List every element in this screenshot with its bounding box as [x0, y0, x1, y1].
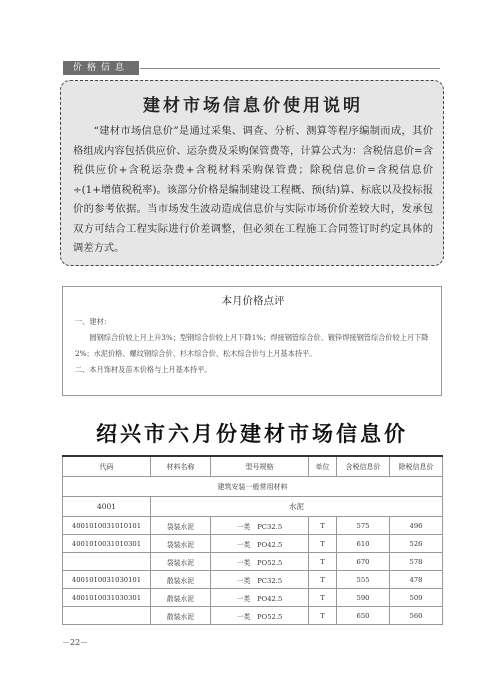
- cell-unit: T: [309, 571, 337, 589]
- category-row: [63, 477, 443, 497]
- cell-spec: 一类 PC32.5: [211, 571, 309, 589]
- cell-tax-inclusive: 590: [337, 589, 390, 607]
- cell-code: 4001010031030301: [63, 589, 151, 607]
- cell-unit: T: [309, 589, 337, 607]
- price-table: [62, 455, 443, 625]
- page-number: －22－: [62, 638, 89, 647]
- cell-code: 4001010031030101: [63, 571, 151, 589]
- table-row: [63, 589, 443, 607]
- header-spec: 型号规格: [211, 456, 309, 477]
- cell-spec: 一类 PO52.5: [211, 553, 309, 571]
- cell-code: 4001010031010301: [63, 535, 151, 553]
- cell-name: 袋装水泥: [151, 517, 211, 535]
- cell-name: 散装水泥: [151, 571, 211, 589]
- header-material-name: 材料名称: [151, 456, 211, 477]
- cell-spec: 一类 PO42.5: [211, 589, 309, 607]
- cell-tax-inclusive: 670: [337, 553, 390, 571]
- price-list-title: 绍兴市六月份建材市场信息价: [96, 422, 408, 446]
- table-row: [63, 535, 443, 553]
- usage-note-title: 建材市场信息价使用说明: [143, 96, 363, 116]
- header-rule: [140, 68, 440, 69]
- cell-tax-exclusive: 578: [390, 553, 443, 571]
- cell-code: 4001010031010101: [63, 517, 151, 535]
- cell-spec: 一类 PC32.5: [211, 517, 309, 535]
- cell-name: 袋装水泥: [151, 553, 211, 571]
- cell-tax-inclusive: 610: [337, 535, 390, 553]
- cell-spec: 一类 PO42.5: [211, 535, 309, 553]
- subcategory-code: 4001: [63, 497, 151, 517]
- cell-tax-inclusive: 555: [337, 571, 390, 589]
- header-unit: 单位: [309, 456, 337, 477]
- cell-unit: T: [309, 607, 337, 625]
- header-tax-exclusive-price: 除税信息价: [390, 456, 443, 477]
- table-row: [63, 607, 443, 625]
- cell-tax-exclusive: 496: [390, 517, 443, 535]
- cell-unit: T: [309, 553, 337, 571]
- category-label: 建筑安装一般常用材料: [63, 477, 443, 497]
- table-row: [63, 571, 443, 589]
- subcategory-row: [63, 497, 443, 517]
- monthly-review-title: 本月价格点评: [221, 295, 285, 307]
- cell-tax-exclusive: 478: [390, 571, 443, 589]
- cell-tax-exclusive: 560: [390, 607, 443, 625]
- cell-code: [63, 607, 151, 625]
- review-line: 二、本月饰材及苗木价格与上月基本持平。: [75, 365, 212, 374]
- header-code: 代码: [63, 456, 151, 477]
- cell-name: 袋装水泥: [151, 535, 211, 553]
- cell-unit: T: [309, 535, 337, 553]
- header-tax-inclusive-price: 含税信息价: [337, 456, 390, 477]
- table-header-row: [63, 456, 443, 477]
- review-line: 圆钢综合价较上月上升3%；型钢综合价较上月下降1%；焊接钢管综合价、镀锌焊接钢管综合价较上月下降2%；水泥价格、螺纹钢综合价、杉木综合价、松木综合价与上月基本持平。: [75, 333, 429, 358]
- table-row: [63, 517, 443, 535]
- cell-tax-inclusive: 575: [337, 517, 390, 535]
- cell-name: 散装水泥: [151, 589, 211, 607]
- cell-code: [63, 553, 151, 571]
- cell-name: 散装水泥: [151, 607, 211, 625]
- usage-note-body: “建材市场信息价”是通过采集、调查、分析、测算等程序编制而成，其价格组成内容包括供应价、运杂费及采购保管费等，计算公式为：含税信息价=含税供应价+含税运杂费+含税材料采购保管费；除税信息价=含税信息价÷(1+增值税税率)。该部分价格是编制建设工程概、预(结)算、标底以及投标报价的参考依据。当市场发生波动造成信息价与实际市场价价差较大时，发承包双方可结合工程实际进行价差调整，但必须在工程施工合同签订时约定具体的调差方式。: [73, 125, 433, 254]
- cell-tax-exclusive: 509: [390, 589, 443, 607]
- cell-spec: 一类 PO52.5: [211, 607, 309, 625]
- review-line: 一、建材：: [75, 317, 111, 326]
- cell-tax-inclusive: 650: [337, 607, 390, 625]
- table-row: [63, 553, 443, 571]
- subcategory-name: 水泥: [151, 497, 443, 517]
- cell-tax-exclusive: 526: [390, 535, 443, 553]
- monthly-review-box: [62, 286, 442, 396]
- cell-unit: T: [309, 517, 337, 535]
- usage-note-box: [60, 80, 444, 266]
- section-tag: 价格信息: [63, 61, 139, 75]
